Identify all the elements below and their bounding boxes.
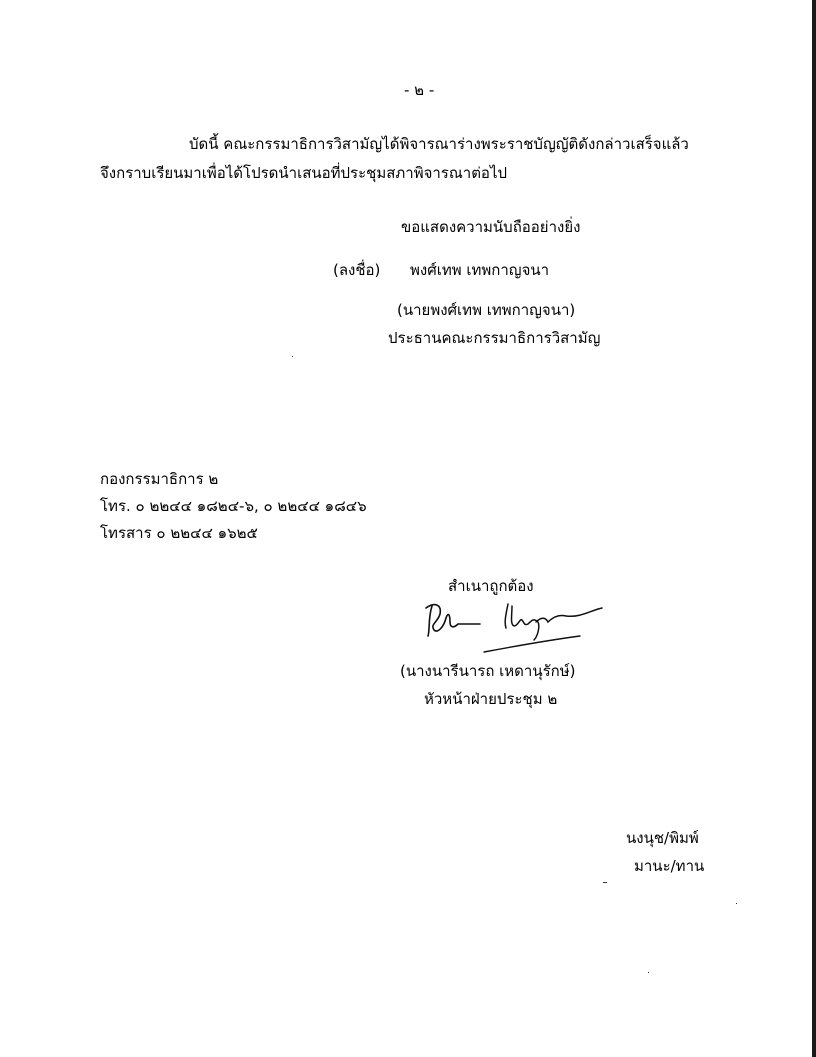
certifier-name: (นางนารีนารถ เหดานุรักษ์)	[400, 662, 576, 680]
scan-speck	[292, 356, 293, 357]
scan-speck	[648, 972, 649, 973]
closing-phrase: ขอแสดงความนับถืออย่างยิ่ง	[401, 218, 581, 236]
certifier-position: หัวหน้าฝ่ายประชุม ๒	[424, 690, 558, 708]
signatory-full-name: (นายพงศ์เทพ เทพกาญจนา)	[397, 301, 576, 319]
signature-name: พงศ์เทพ เทพกาญจนา	[410, 261, 550, 279]
typist-note: นงนุช/พิมพ์	[626, 829, 699, 847]
checker-note: มานะ/ทาน	[634, 857, 705, 875]
scan-speck	[603, 882, 607, 883]
page-number: - ๒ -	[404, 81, 435, 99]
office-name: กองกรรมาธิการ ๒	[100, 470, 219, 488]
phone-number: โทร. ๐ ๒๒๔๔ ๑๘๒๔-๖, ๐ ๒๒๔๔ ๑๘๔๖	[100, 497, 367, 515]
certified-copy-label: สำเนาถูกต้อง	[448, 577, 534, 595]
signature-label: (ลงชื่อ)	[333, 261, 381, 279]
body-paragraph-line-1: บัดนี้ คณะกรรมาธิการวิสามัญได้พิจารณาร่างพระราชบัญญัติดังกล่าวเสร็จแล้ว	[189, 135, 689, 153]
scan-edge	[812, 0, 816, 1057]
scan-speck	[736, 903, 737, 904]
handwritten-signature	[420, 596, 610, 658]
fax-number: โทรสาร ๐ ๒๒๔๔ ๑๖๒๕	[100, 524, 258, 542]
body-paragraph-line-2: จึงกราบเรียนมาเพื่อได้โปรดนำเสนอที่ประชุมสภาพิจารณาต่อไป	[100, 164, 508, 182]
signatory-position: ประธานคณะกรรมาธิการวิสามัญ	[388, 329, 601, 347]
